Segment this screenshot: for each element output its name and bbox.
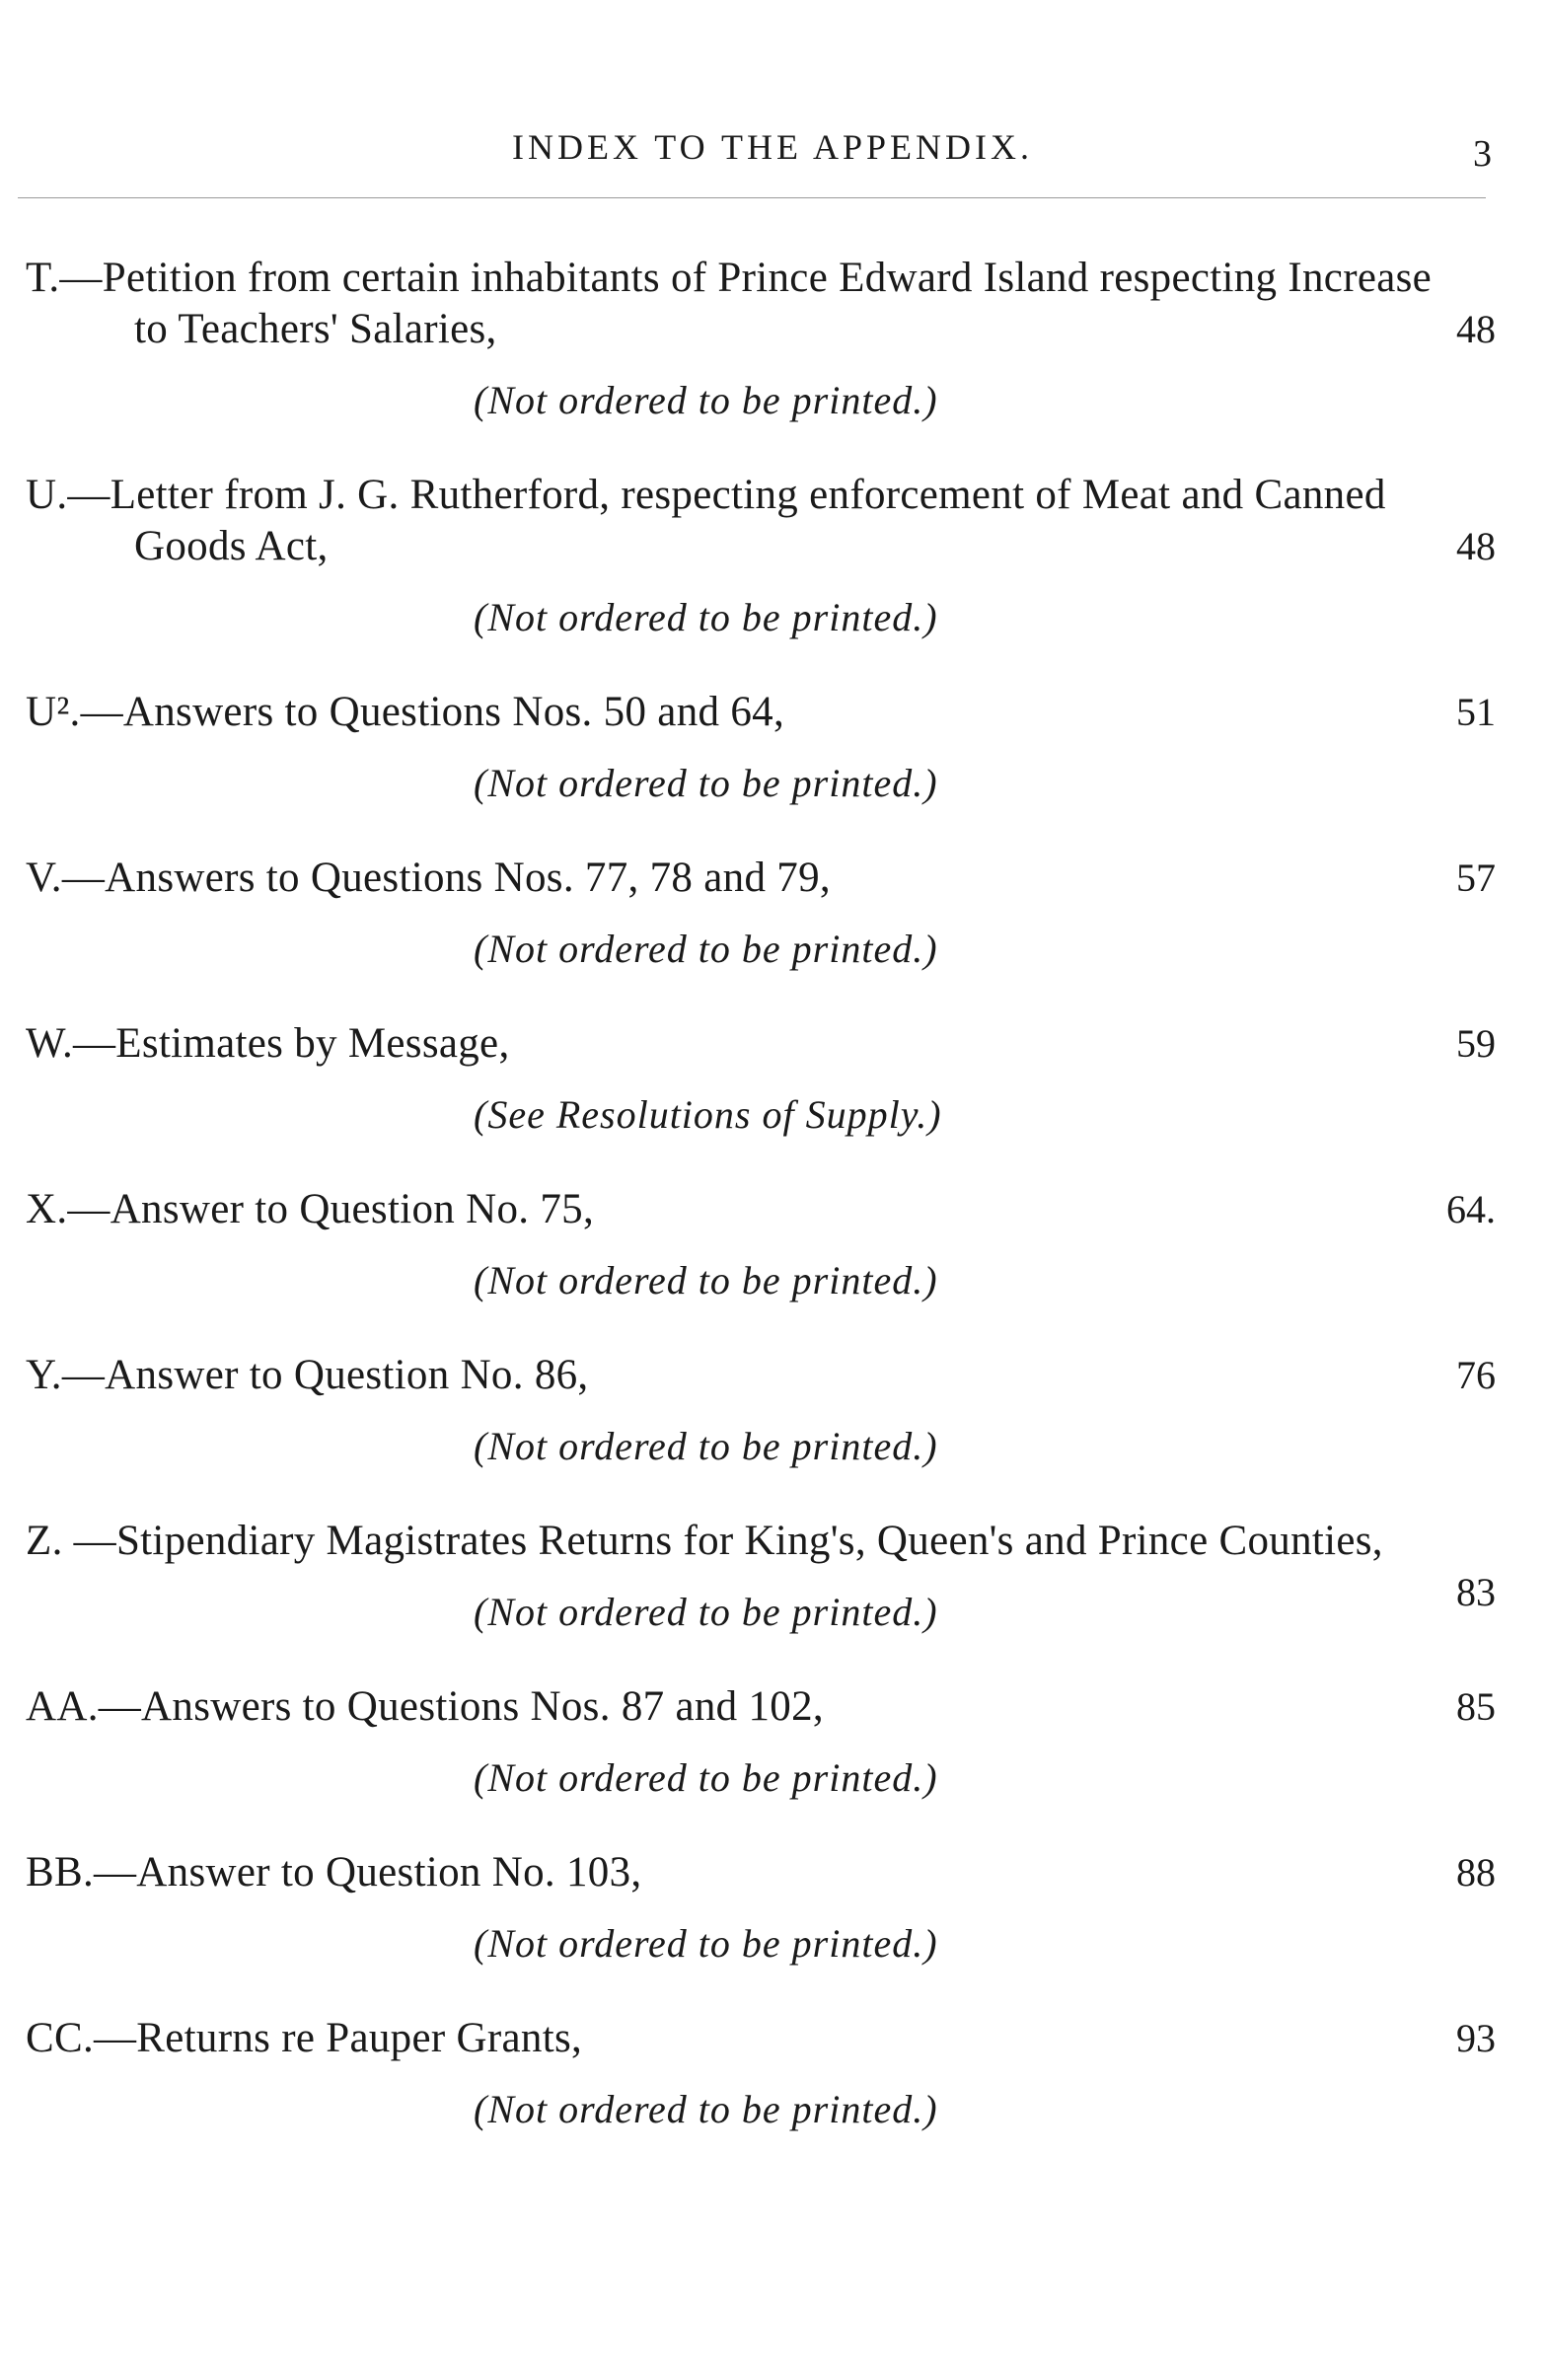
entry-description: W.—Estimates by Message, bbox=[26, 1020, 510, 1067]
entry-description: T.—Petition from certain inhabitants of Prince Edward Island respecting Increase to Teachers' Salaries, bbox=[26, 255, 1433, 352]
entry-page-number: 59 bbox=[1456, 1021, 1496, 1066]
entry-description: AA.—Answers to Questions Nos. 87 and 102, bbox=[26, 1683, 824, 1730]
entry-page-number: 64. bbox=[1446, 1187, 1496, 1231]
entry-description: Y.—Answer to Question No. 86, bbox=[26, 1352, 589, 1398]
entry-description: CC.—Returns re Pauper Grants, bbox=[26, 2015, 583, 2061]
entry-note: (See Resolutions of Supply.) bbox=[474, 1092, 942, 1137]
index-entry-z bbox=[26, 1516, 1496, 1636]
entry-page-number: 93 bbox=[1456, 2016, 1496, 2060]
entry-note: (Not ordered to be printed.) bbox=[474, 1424, 938, 1468]
entry-note: (Not ordered to be printed.) bbox=[474, 2087, 938, 2131]
page-number: 3 bbox=[1473, 133, 1492, 175]
entry-page-number: 85 bbox=[1456, 1684, 1496, 1729]
entry-note: (Not ordered to be printed.) bbox=[474, 1590, 938, 1634]
entry-note: (Not ordered to be printed.) bbox=[474, 378, 938, 422]
index-entry-v bbox=[26, 853, 1496, 973]
index-entry-y bbox=[26, 1350, 1496, 1470]
index-entry-bb bbox=[26, 1847, 1496, 1968]
entry-description: U.—Letter from J. G. Rutherford, respecting enforcement of Meat and Canned Goods Act, bbox=[26, 472, 1386, 569]
index-entry-u bbox=[26, 470, 1496, 641]
entry-description: X.—Answer to Question No. 75, bbox=[26, 1186, 595, 1232]
entry-page-number: 88 bbox=[1456, 1850, 1496, 1895]
index-entries bbox=[26, 253, 1496, 2179]
running-header bbox=[0, 126, 1545, 176]
index-entry-w bbox=[26, 1018, 1496, 1139]
entry-page-number: 48 bbox=[1456, 307, 1496, 351]
entry-note: (Not ordered to be printed.) bbox=[474, 1755, 938, 1800]
entry-description: V.—Answers to Questions Nos. 77, 78 and 79, bbox=[26, 855, 831, 901]
entry-page-number: 57 bbox=[1456, 855, 1496, 900]
index-entry-aa bbox=[26, 1681, 1496, 1802]
entry-note: (Not ordered to be printed.) bbox=[474, 1921, 938, 1966]
entry-note: (Not ordered to be printed.) bbox=[474, 761, 938, 805]
entry-note: (Not ordered to be printed.) bbox=[474, 595, 938, 639]
entry-description: Z. —Stipendiary Magistrates Returns for King's, Queen's and Prince Counties, bbox=[26, 1518, 1383, 1564]
entry-description: BB.—Answer to Question No. 103, bbox=[26, 1849, 642, 1896]
entry-page-number: 83 bbox=[1456, 1570, 1496, 1614]
entry-page-number: 48 bbox=[1456, 524, 1496, 568]
index-entry-u2 bbox=[26, 687, 1496, 807]
entry-description: U².—Answers to Questions Nos. 50 and 64, bbox=[26, 689, 784, 735]
entry-note: (Not ordered to be printed.) bbox=[474, 1258, 938, 1302]
entry-page-number: 51 bbox=[1456, 690, 1496, 734]
index-entry-cc bbox=[26, 2013, 1496, 2133]
header-rule bbox=[18, 197, 1486, 198]
entry-note: (Not ordered to be printed.) bbox=[474, 927, 938, 971]
entry-page-number: 76 bbox=[1456, 1353, 1496, 1397]
running-title: INDEX TO THE APPENDIX. bbox=[511, 127, 1033, 167]
index-entry-x bbox=[26, 1184, 1496, 1304]
index-entry-t bbox=[26, 253, 1496, 424]
